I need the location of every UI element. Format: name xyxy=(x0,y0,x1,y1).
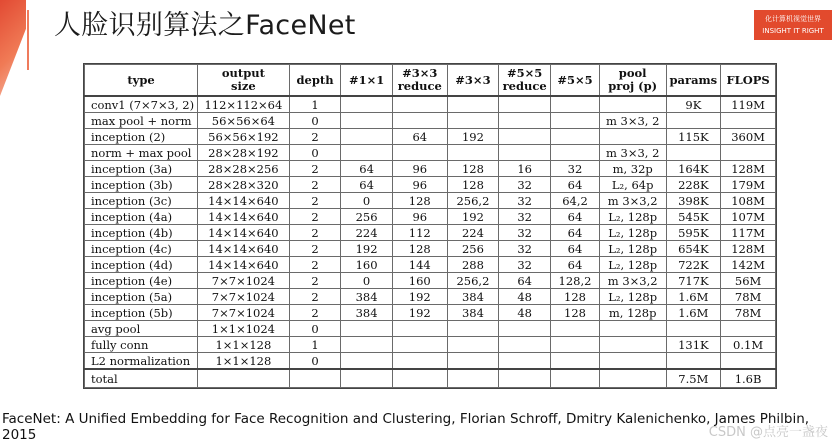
table-cell: 228K xyxy=(666,177,721,193)
table-cell: 2 xyxy=(289,193,341,209)
table-cell: 192 xyxy=(447,209,499,225)
table-cell: 64 xyxy=(551,209,600,225)
column-header xyxy=(499,65,551,97)
table-cell xyxy=(341,96,393,113)
column-header xyxy=(721,65,776,97)
table-cell xyxy=(499,96,551,113)
table-cell: 2 xyxy=(289,241,341,257)
table-cell xyxy=(499,321,551,337)
table-cell: 16 xyxy=(499,161,551,177)
column-header-line: reduce xyxy=(397,79,442,93)
citation: FaceNet: A Unified Embedding for Face Recognition and Clustering, Florian Schroff, Dmitry Kalenichenko, James Philbin, 2015 xyxy=(2,411,810,443)
table-cell xyxy=(341,369,393,388)
table-cell: 2 xyxy=(289,161,341,177)
table-cell: 192 xyxy=(447,129,499,145)
table-cell: 96 xyxy=(392,177,447,193)
column-header-line: reduce xyxy=(502,79,547,93)
table-cell: 128 xyxy=(447,177,499,193)
table-cell xyxy=(392,113,447,129)
table-cell: 64,2 xyxy=(551,193,600,209)
table-cell: 0 xyxy=(289,321,341,337)
table-cell xyxy=(551,369,600,388)
table-cell xyxy=(551,145,600,161)
table-row xyxy=(85,209,776,225)
layer-type-cell: inception (4c) xyxy=(85,241,198,257)
table-cell: 160 xyxy=(392,273,447,289)
table-cell: 1.6M xyxy=(666,305,721,321)
table-row xyxy=(85,273,776,289)
column-header-line: #5×5 xyxy=(557,72,593,87)
table-cell xyxy=(392,337,447,353)
table-cell xyxy=(392,96,447,113)
column-header xyxy=(392,65,447,97)
column-header xyxy=(341,65,393,97)
column-header-line: params xyxy=(669,72,718,87)
table-cell: 0.1M xyxy=(721,337,776,353)
column-header-line: proj (p) xyxy=(608,79,658,93)
table-cell xyxy=(499,129,551,145)
table-cell: 9K xyxy=(666,96,721,113)
table-cell xyxy=(341,129,393,145)
table-cell: 2 xyxy=(289,257,341,273)
table-cell: 2 xyxy=(289,289,341,305)
column-header-line: pool xyxy=(618,66,647,80)
accent-line xyxy=(27,10,29,70)
table-cell: 48 xyxy=(499,305,551,321)
table-cell xyxy=(551,353,600,370)
table-cell: 14×14×640 xyxy=(198,209,290,225)
slide-title: 人脸识别算法之FaceNet xyxy=(54,10,356,41)
column-header xyxy=(289,65,341,97)
table-cell: 2 xyxy=(289,209,341,225)
table-cell: 1×1×1024 xyxy=(198,321,290,337)
column-header xyxy=(198,65,290,97)
layer-type-cell: inception (4a) xyxy=(85,209,198,225)
layer-type-cell: inception (4d) xyxy=(85,257,198,273)
table-cell: 56×56×64 xyxy=(198,113,290,129)
table-cell xyxy=(392,321,447,337)
table-cell: 288 xyxy=(447,257,499,273)
table-cell: 28×28×320 xyxy=(198,177,290,193)
table-cell: 56×56×192 xyxy=(198,129,290,145)
column-header-line: type xyxy=(127,72,155,87)
layer-type-cell: inception (2) xyxy=(85,129,198,145)
table-cell: 2 xyxy=(289,129,341,145)
layer-type-cell: avg pool xyxy=(85,321,198,337)
table-cell xyxy=(499,337,551,353)
table-cell xyxy=(599,337,666,353)
table-cell: 398K xyxy=(666,193,721,209)
table-cell xyxy=(666,145,721,161)
table-cell: 192 xyxy=(341,241,393,257)
table-cell xyxy=(721,321,776,337)
table-cell xyxy=(392,353,447,370)
column-header-line: size xyxy=(231,79,256,93)
table-cell: 1×1×128 xyxy=(198,353,290,370)
column-header xyxy=(666,65,721,97)
table-cell xyxy=(198,369,290,388)
table-cell: 144 xyxy=(392,257,447,273)
table-cell: 1 xyxy=(289,96,341,113)
table-cell: m 3×3, 2 xyxy=(599,145,666,161)
table-row xyxy=(85,177,776,193)
table-cell: m 3×3,2 xyxy=(599,193,666,209)
layer-type-cell: norm + max pool xyxy=(85,145,198,161)
table-cell: 722K xyxy=(666,257,721,273)
column-header xyxy=(599,65,666,97)
table-cell: 384 xyxy=(341,305,393,321)
table-cell: 7×7×1024 xyxy=(198,273,290,289)
column-header xyxy=(551,65,600,97)
table-cell: 112 xyxy=(392,225,447,241)
table-cell: 14×14×640 xyxy=(198,257,290,273)
layer-type-cell: inception (4e) xyxy=(85,273,198,289)
table-cell: 0 xyxy=(289,353,341,370)
table-cell: 0 xyxy=(341,273,393,289)
corner-decoration xyxy=(0,0,26,96)
table-cell: 117M xyxy=(721,225,776,241)
table-cell: 48 xyxy=(499,289,551,305)
table-row xyxy=(85,193,776,209)
table-cell xyxy=(599,321,666,337)
table-cell: 717K xyxy=(666,273,721,289)
total-row xyxy=(85,369,776,388)
table-cell: 7.5M xyxy=(666,369,721,388)
table-cell: 64 xyxy=(551,177,600,193)
layer-type-cell: L2 normalization xyxy=(85,353,198,370)
table-cell: 119M xyxy=(721,96,776,113)
table-cell xyxy=(721,145,776,161)
table-cell: 128 xyxy=(551,305,600,321)
table-cell xyxy=(721,353,776,370)
table-cell: 1×1×128 xyxy=(198,337,290,353)
table-cell xyxy=(447,321,499,337)
table-cell xyxy=(551,129,600,145)
table-cell: 32 xyxy=(499,225,551,241)
table-cell xyxy=(447,145,499,161)
table-cell: m, 32p xyxy=(599,161,666,177)
table-cell: 384 xyxy=(341,289,393,305)
table-cell: 360M xyxy=(721,129,776,145)
table-row xyxy=(85,145,776,161)
table-cell xyxy=(551,337,600,353)
column-header-line: #1×1 xyxy=(348,72,385,87)
table-cell: 28×28×192 xyxy=(198,145,290,161)
layer-type-cell: inception (5a) xyxy=(85,289,198,305)
table-row xyxy=(85,225,776,241)
column-header-line: #3×3 xyxy=(455,72,491,87)
table-cell: 56M xyxy=(721,273,776,289)
layer-type-cell: inception (3c) xyxy=(85,193,198,209)
table-cell: 64 xyxy=(551,257,600,273)
table-cell xyxy=(666,321,721,337)
table-cell: 2 xyxy=(289,305,341,321)
table-cell: 32 xyxy=(499,209,551,225)
table-cell: 0 xyxy=(289,145,341,161)
column-header-line: #3×3 xyxy=(402,66,438,80)
table-cell xyxy=(499,369,551,388)
table-cell: L₂, 64p xyxy=(599,177,666,193)
table-cell: L₂, 128p xyxy=(599,209,666,225)
layer-type-cell: total xyxy=(85,369,198,388)
table-cell: 64 xyxy=(341,177,393,193)
table-cell xyxy=(341,353,393,370)
table-cell: 224 xyxy=(341,225,393,241)
table-cell: 7×7×1024 xyxy=(198,305,290,321)
table-row xyxy=(85,257,776,273)
table-cell xyxy=(599,129,666,145)
table-cell xyxy=(551,321,600,337)
table-cell: 384 xyxy=(447,305,499,321)
table-cell: 142M xyxy=(721,257,776,273)
table-cell: 2 xyxy=(289,225,341,241)
table-cell: L₂, 128p xyxy=(599,225,666,241)
table-cell: 654K xyxy=(666,241,721,257)
table-cell: 2 xyxy=(289,177,341,193)
logo-line-1: 化计算机视觉世界 xyxy=(765,15,821,23)
table-body xyxy=(85,96,776,388)
table-cell: 164K xyxy=(666,161,721,177)
table-cell: 1 xyxy=(289,337,341,353)
table-cell: 7×7×1024 xyxy=(198,289,290,305)
table-cell: 64 xyxy=(392,129,447,145)
table-cell: 595K xyxy=(666,225,721,241)
table-cell xyxy=(666,113,721,129)
table-cell: 179M xyxy=(721,177,776,193)
column-header-line: depth xyxy=(296,72,334,87)
table-cell xyxy=(499,113,551,129)
architecture-table-container xyxy=(83,63,777,389)
architecture-table xyxy=(84,64,776,388)
table-cell xyxy=(392,369,447,388)
table-cell xyxy=(447,96,499,113)
layer-type-cell: inception (4b) xyxy=(85,225,198,241)
table-cell: 78M xyxy=(721,289,776,305)
table-cell: 14×14×640 xyxy=(198,193,290,209)
table-cell xyxy=(599,353,666,370)
table-cell: 545K xyxy=(666,209,721,225)
table-cell: 32 xyxy=(499,257,551,273)
layer-type-cell: inception (3b) xyxy=(85,177,198,193)
table-row xyxy=(85,337,776,353)
table-cell xyxy=(447,337,499,353)
table-cell: 32 xyxy=(499,193,551,209)
table-cell: 112×112×64 xyxy=(198,96,290,113)
table-cell: 64 xyxy=(551,241,600,257)
column-header-line: output xyxy=(221,66,265,80)
table-cell: 115K xyxy=(666,129,721,145)
layer-type-cell: fully conn xyxy=(85,337,198,353)
layer-type-cell: max pool + norm xyxy=(85,113,198,129)
table-cell: L₂, 128p xyxy=(599,257,666,273)
table-row xyxy=(85,113,776,129)
table-cell: 128M xyxy=(721,241,776,257)
table-cell: 108M xyxy=(721,193,776,209)
table-cell: 128 xyxy=(551,289,600,305)
watermark: CSDN @点亮一盏夜 xyxy=(708,425,828,440)
logo-line-2: INSIGHT IT RIGHT xyxy=(762,27,824,35)
table-cell xyxy=(599,369,666,388)
table-cell: 131K xyxy=(666,337,721,353)
table-cell: 160 xyxy=(341,257,393,273)
table-cell: 64 xyxy=(341,161,393,177)
table-header-row xyxy=(85,65,776,97)
table-cell xyxy=(447,369,499,388)
table-cell: 14×14×640 xyxy=(198,241,290,257)
table-cell: 128 xyxy=(447,161,499,177)
table-cell xyxy=(341,321,393,337)
table-cell xyxy=(551,96,600,113)
table-row xyxy=(85,129,776,145)
table-cell xyxy=(666,353,721,370)
table-cell: 256 xyxy=(447,241,499,257)
table-row xyxy=(85,289,776,305)
table-cell xyxy=(447,353,499,370)
table-cell: 0 xyxy=(341,193,393,209)
table-cell: 78M xyxy=(721,305,776,321)
table-cell xyxy=(551,113,600,129)
layer-type-cell: inception (3a) xyxy=(85,161,198,177)
table-cell: L₂, 128p xyxy=(599,241,666,257)
table-cell: m 3×3, 2 xyxy=(599,113,666,129)
table-cell: 256,2 xyxy=(447,273,499,289)
table-cell: 64 xyxy=(551,225,600,241)
table-cell: m, 128p xyxy=(599,305,666,321)
table-cell: 1.6M xyxy=(666,289,721,305)
table-row xyxy=(85,321,776,337)
table-row xyxy=(85,241,776,257)
table-cell: 32 xyxy=(499,177,551,193)
table-row xyxy=(85,305,776,321)
table-cell: 107M xyxy=(721,209,776,225)
column-header-line: #5×5 xyxy=(507,66,543,80)
table-cell: 32 xyxy=(551,161,600,177)
layer-type-cell: inception (5b) xyxy=(85,305,198,321)
table-cell xyxy=(341,337,393,353)
table-cell: 128 xyxy=(392,193,447,209)
table-cell xyxy=(447,113,499,129)
table-row xyxy=(85,96,776,113)
table-cell: 192 xyxy=(392,305,447,321)
column-header xyxy=(447,65,499,97)
table-cell: 1.6B xyxy=(721,369,776,388)
table-cell xyxy=(289,369,341,388)
table-cell: 256,2 xyxy=(447,193,499,209)
table-cell: 28×28×256 xyxy=(198,161,290,177)
table-cell: m 3×3,2 xyxy=(599,273,666,289)
table-cell: 32 xyxy=(499,241,551,257)
table-cell xyxy=(499,145,551,161)
table-cell: 64 xyxy=(499,273,551,289)
table-cell: L₂, 128p xyxy=(599,289,666,305)
table-cell: 192 xyxy=(392,289,447,305)
table-cell: 224 xyxy=(447,225,499,241)
table-row xyxy=(85,353,776,370)
table-cell xyxy=(599,96,666,113)
table-cell: 384 xyxy=(447,289,499,305)
table-cell: 0 xyxy=(289,113,341,129)
table-cell: 128 xyxy=(392,241,447,257)
table-row xyxy=(85,161,776,177)
table-cell: 2 xyxy=(289,273,341,289)
table-cell: 128M xyxy=(721,161,776,177)
column-header xyxy=(85,65,198,97)
table-cell xyxy=(392,145,447,161)
table-cell: 128,2 xyxy=(551,273,600,289)
table-cell xyxy=(341,113,393,129)
table-cell xyxy=(341,145,393,161)
layer-type-cell: conv1 (7×7×3, 2) xyxy=(85,96,198,113)
table-cell: 96 xyxy=(392,161,447,177)
column-header-line: FLOPS xyxy=(726,72,770,87)
table-cell xyxy=(499,353,551,370)
table-cell: 96 xyxy=(392,209,447,225)
brand-logo xyxy=(754,10,832,40)
table-cell xyxy=(721,113,776,129)
table-cell: 14×14×640 xyxy=(198,225,290,241)
table-cell: 256 xyxy=(341,209,393,225)
